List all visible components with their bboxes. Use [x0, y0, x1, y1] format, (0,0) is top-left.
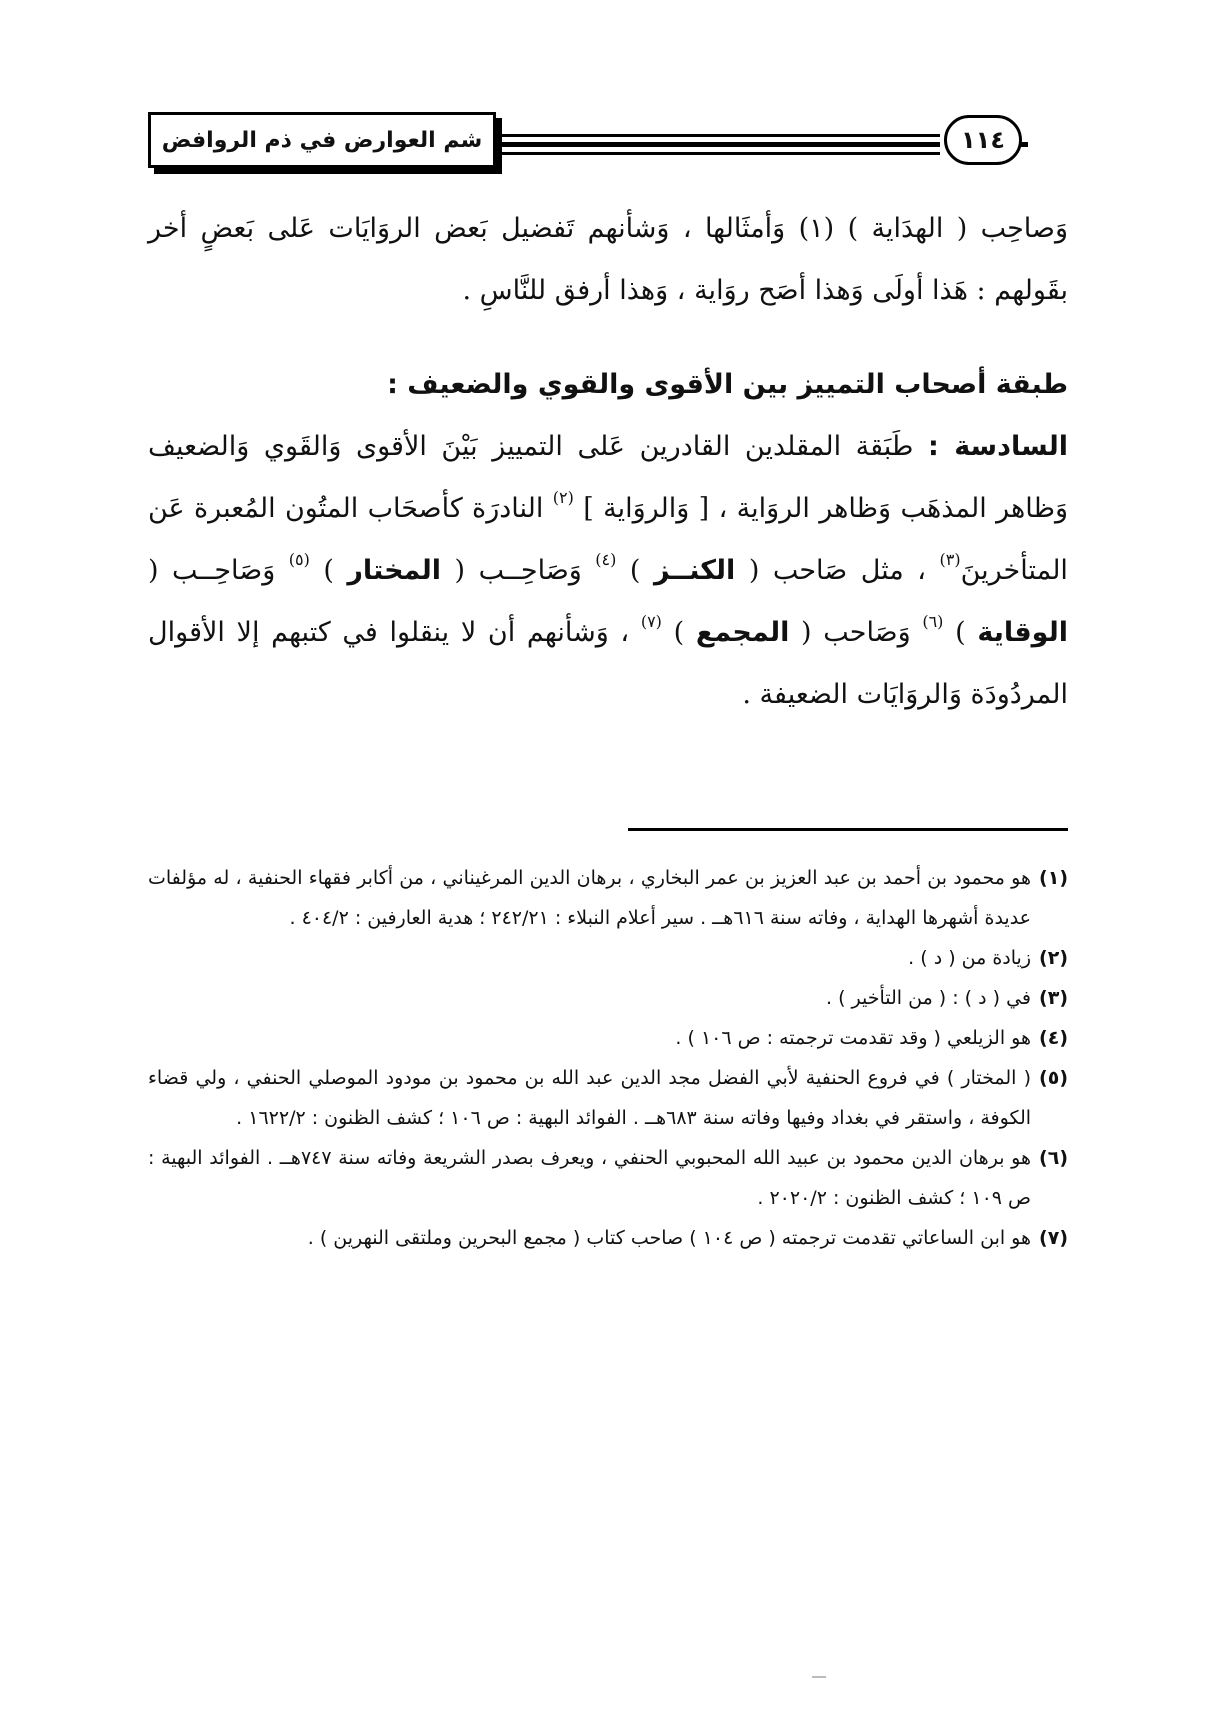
footnote-text: هو برهان الدين محمود بن عبيد الله المحبوبي الحنفي ، ويعرف بصدر الشريعة وفاته سنة ٧٤٧هــ . الفوائد البهية : ص ١٠٩ ؛ كشف الظنون : ٢٠٢٠/٢ .	[148, 1147, 1032, 1209]
footnote-number: (٢)	[1039, 947, 1068, 969]
text-run: وَصَاحِــب (	[454, 555, 582, 586]
text-run: ، مثل صَاحب (	[748, 555, 926, 586]
footnote-ref[interactable]: (٧)	[640, 612, 662, 631]
header-rule	[502, 152, 940, 155]
footnote-number: (٦)	[1039, 1147, 1068, 1169]
book-name-kanz: الكنــز	[653, 555, 736, 586]
text-run: طَبَقة المقلدين القادرين عَلى التمييز بَيْنَ الأقوى وَالقَوي وَالضعيف وَظاهر المذهَب وَظاهر الروَاية ، [ وَالروَاية ]	[148, 431, 1068, 524]
footnote-ref[interactable]: (٦)	[922, 612, 944, 631]
footnote	[148, 938, 1068, 978]
footnote-text: هو ابن الساعاتي تقدمت ترجمته ( ص ١٠٤ ) صاحب كتاب ( مجمع البحرين وملتقى النهرين ) .	[307, 1227, 1032, 1249]
footnote-number: (١)	[1039, 867, 1068, 889]
text-run: وَصَاحِــب (	[148, 555, 276, 586]
text-run: )	[955, 617, 966, 648]
footnote-text: هو الزيلعي ( وقد تقدمت ترجمته : ص ١٠٦ ) .	[675, 1027, 1032, 1049]
footnote-text: في ( د ) : ( من التأخير ) .	[825, 987, 1032, 1009]
text-run: وَصَاحب (	[801, 617, 911, 648]
footnote-number: (٣)	[1039, 987, 1068, 1009]
footnote-ref[interactable]: (٤)	[595, 550, 617, 569]
book-name-wiqaya: الوقاية	[977, 617, 1068, 648]
footnote-text: هو محمود بن أحمد بن عبد العزيز بن عمر البخاري ، برهان الدين المرغيناني ، من أكابر فقهاء الحنفية ، له مؤلفات عديدة أشهرها الهداية ، وفاته سنة ٦١٦هــ . سير أعلام النبلاء : ٢٤٢/٢١ ؛ هدية العارفين : ٤٠٤/٢ .	[148, 867, 1032, 929]
footnote-separator	[628, 828, 1068, 831]
footnote-text: زيادة من ( د ) .	[908, 947, 1032, 969]
footnote	[148, 1138, 1068, 1218]
lead-word: السادسة :	[928, 431, 1068, 462]
footnote	[148, 978, 1068, 1018]
text-run: )	[629, 555, 641, 586]
book-name-majma: المجمع	[695, 617, 790, 648]
main-text	[148, 198, 1068, 726]
header-rule	[502, 142, 940, 147]
footnotes	[148, 858, 1068, 1258]
footnote	[148, 1218, 1068, 1258]
section-paragraph	[148, 416, 1068, 726]
header-rule	[502, 134, 940, 137]
footnote	[148, 1018, 1068, 1058]
page-number: ١١٤	[944, 115, 1022, 165]
book-title: شم العوارض في ذم الروافض	[148, 112, 496, 168]
footnote-ref[interactable]: (٥)	[288, 550, 310, 569]
page-header	[148, 112, 1068, 174]
footnote-text: ( المختار ) في فروع الحنفية لأبي الفضل مجد الدين عبد الله بن محمود بن مودود الموصلي الحنفي ، ولي قضاء الكوفة ، واستقر في بغداد وفيها وفاته سنة ٦٨٣هــ . الفوائد البهية : ص ١٠٦ ؛ كشف الظنون : ١٦٢٢/٢ .	[148, 1067, 1032, 1129]
text-run: النادرَة كأصحَاب المتُون المُعبرة عَن المتأخرينَ	[148, 493, 1068, 586]
footnote	[148, 1058, 1068, 1138]
footnote-number: (٧)	[1039, 1227, 1068, 1249]
text-run: )	[323, 555, 334, 586]
footnote-ref[interactable]: (٣)	[939, 550, 961, 569]
text-run: )	[673, 617, 685, 648]
book-name-mukhtar: المختار	[347, 555, 442, 586]
section-heading: طبقة أصحاب التمييز بين الأقوى والقوي والضعيف :	[387, 369, 1068, 400]
text-run: ، وَشأنهم أن لا ينقلوا في كتبهم إلا الأقوال المردُودَة وَالروَايَات الضعيفة .	[148, 617, 1068, 710]
intro-paragraph: وَصاحِب ( الهدَاية ) (١) وَأمثَالها ، وَشأنهم تَفضيل بَعض الروَايَات عَلى بَعضٍ أخر بقَولهم : هَذا أولَى وَهذا أصَح روَاية ، وَهذا أرفق للنَّاسِ .	[148, 213, 1069, 306]
footnote	[148, 858, 1068, 938]
scan-speck	[812, 1676, 826, 1678]
footnote-number: (٤)	[1039, 1027, 1068, 1049]
footnote-number: (٥)	[1039, 1067, 1068, 1089]
footnote-ref[interactable]: (٢)	[552, 488, 574, 507]
